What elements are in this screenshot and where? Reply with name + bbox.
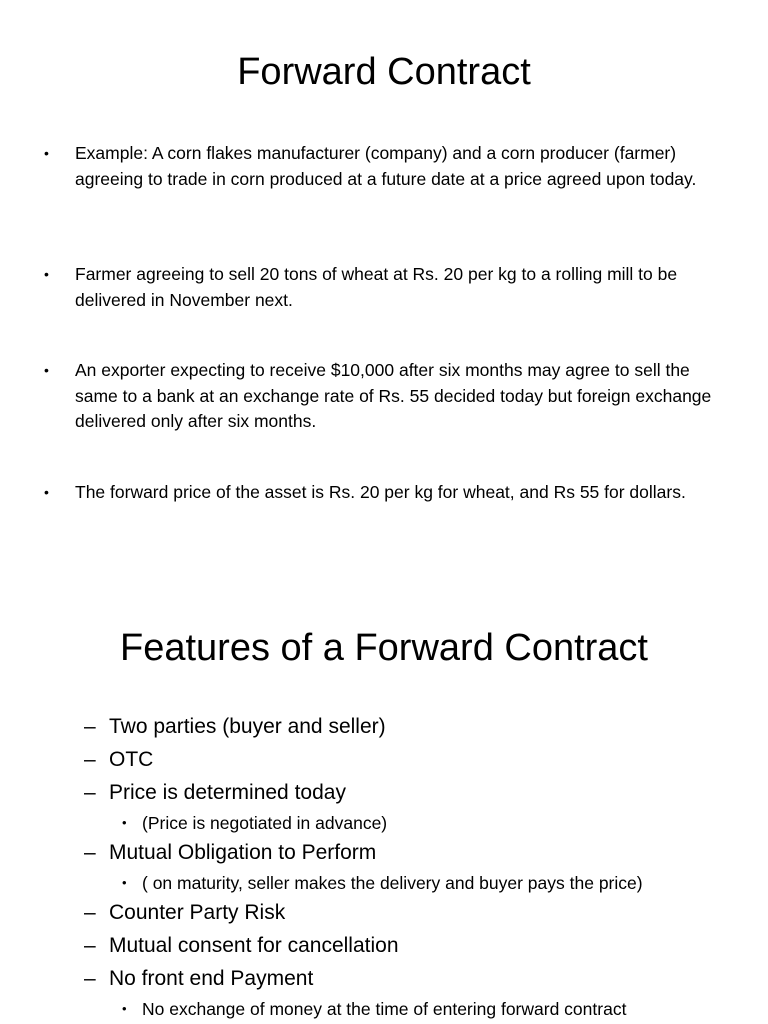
subitem-text: (Price is negotiated in advance) xyxy=(142,813,388,833)
feature-item xyxy=(84,932,399,960)
feature-item xyxy=(84,899,285,927)
dash-icon: – xyxy=(84,967,96,990)
feature-text: No front end Payment xyxy=(109,967,314,990)
bullet-item xyxy=(44,480,734,506)
dash-icon: – xyxy=(84,901,96,924)
feature-item xyxy=(84,965,313,993)
bullet-text: An exporter expecting to receive $10,000 after six months may agree to sell the same to a bank at an exchange rate of Rs. 55 decided today but foreign exchange delivered only after six months. xyxy=(75,360,712,431)
slide-title: Forward Contract xyxy=(237,51,531,93)
bullet-item xyxy=(44,141,734,192)
slide-features xyxy=(0,576,768,1024)
feature-item xyxy=(84,713,386,741)
feature-subitem xyxy=(122,997,626,1021)
bullet-icon: • xyxy=(122,815,127,830)
feature-text: Price is determined today xyxy=(109,781,346,804)
feature-item xyxy=(84,779,346,807)
dash-icon: – xyxy=(84,781,96,804)
feature-text: Two parties (buyer and seller) xyxy=(109,715,386,738)
bullet-icon: • xyxy=(122,875,127,890)
slide-title: Features of a Forward Contract xyxy=(120,627,648,669)
dash-icon: – xyxy=(84,934,96,957)
subitem-text: ( on maturity, seller makes the delivery and buyer pays the price) xyxy=(142,873,643,893)
feature-item xyxy=(84,839,376,867)
bullet-icon: • xyxy=(122,1001,127,1016)
feature-text: Mutual consent for cancellation xyxy=(109,934,399,957)
bullet-item xyxy=(44,358,734,435)
bullet-text: Example: A corn flakes manufacturer (company) and a corn producer (farmer) agreeing to trade in corn produced at a future date at a price agreed upon today. xyxy=(75,143,697,189)
bullet-text: The forward price of the asset is Rs. 20 per kg for wheat, and Rs 55 for dollars. xyxy=(75,482,686,502)
bullet-text: Farmer agreeing to sell 20 tons of wheat at Rs. 20 per kg to a rolling mill to be delivered in November next. xyxy=(75,264,678,310)
feature-text: Mutual Obligation to Perform xyxy=(109,841,377,864)
bullet-icon: • xyxy=(44,145,49,161)
feature-subitem xyxy=(122,811,387,835)
dash-icon: – xyxy=(84,841,96,864)
feature-text: OTC xyxy=(109,748,154,771)
feature-item xyxy=(84,746,153,774)
bullet-item xyxy=(44,262,734,313)
bullet-icon: • xyxy=(44,362,49,378)
bullet-icon: • xyxy=(44,484,49,500)
dash-icon: – xyxy=(84,715,96,738)
dash-icon: – xyxy=(84,748,96,771)
feature-subitem xyxy=(122,871,643,895)
feature-text: Counter Party Risk xyxy=(109,901,286,924)
subitem-text: No exchange of money at the time of entering forward contract xyxy=(142,999,627,1019)
bullet-icon: • xyxy=(44,266,49,282)
